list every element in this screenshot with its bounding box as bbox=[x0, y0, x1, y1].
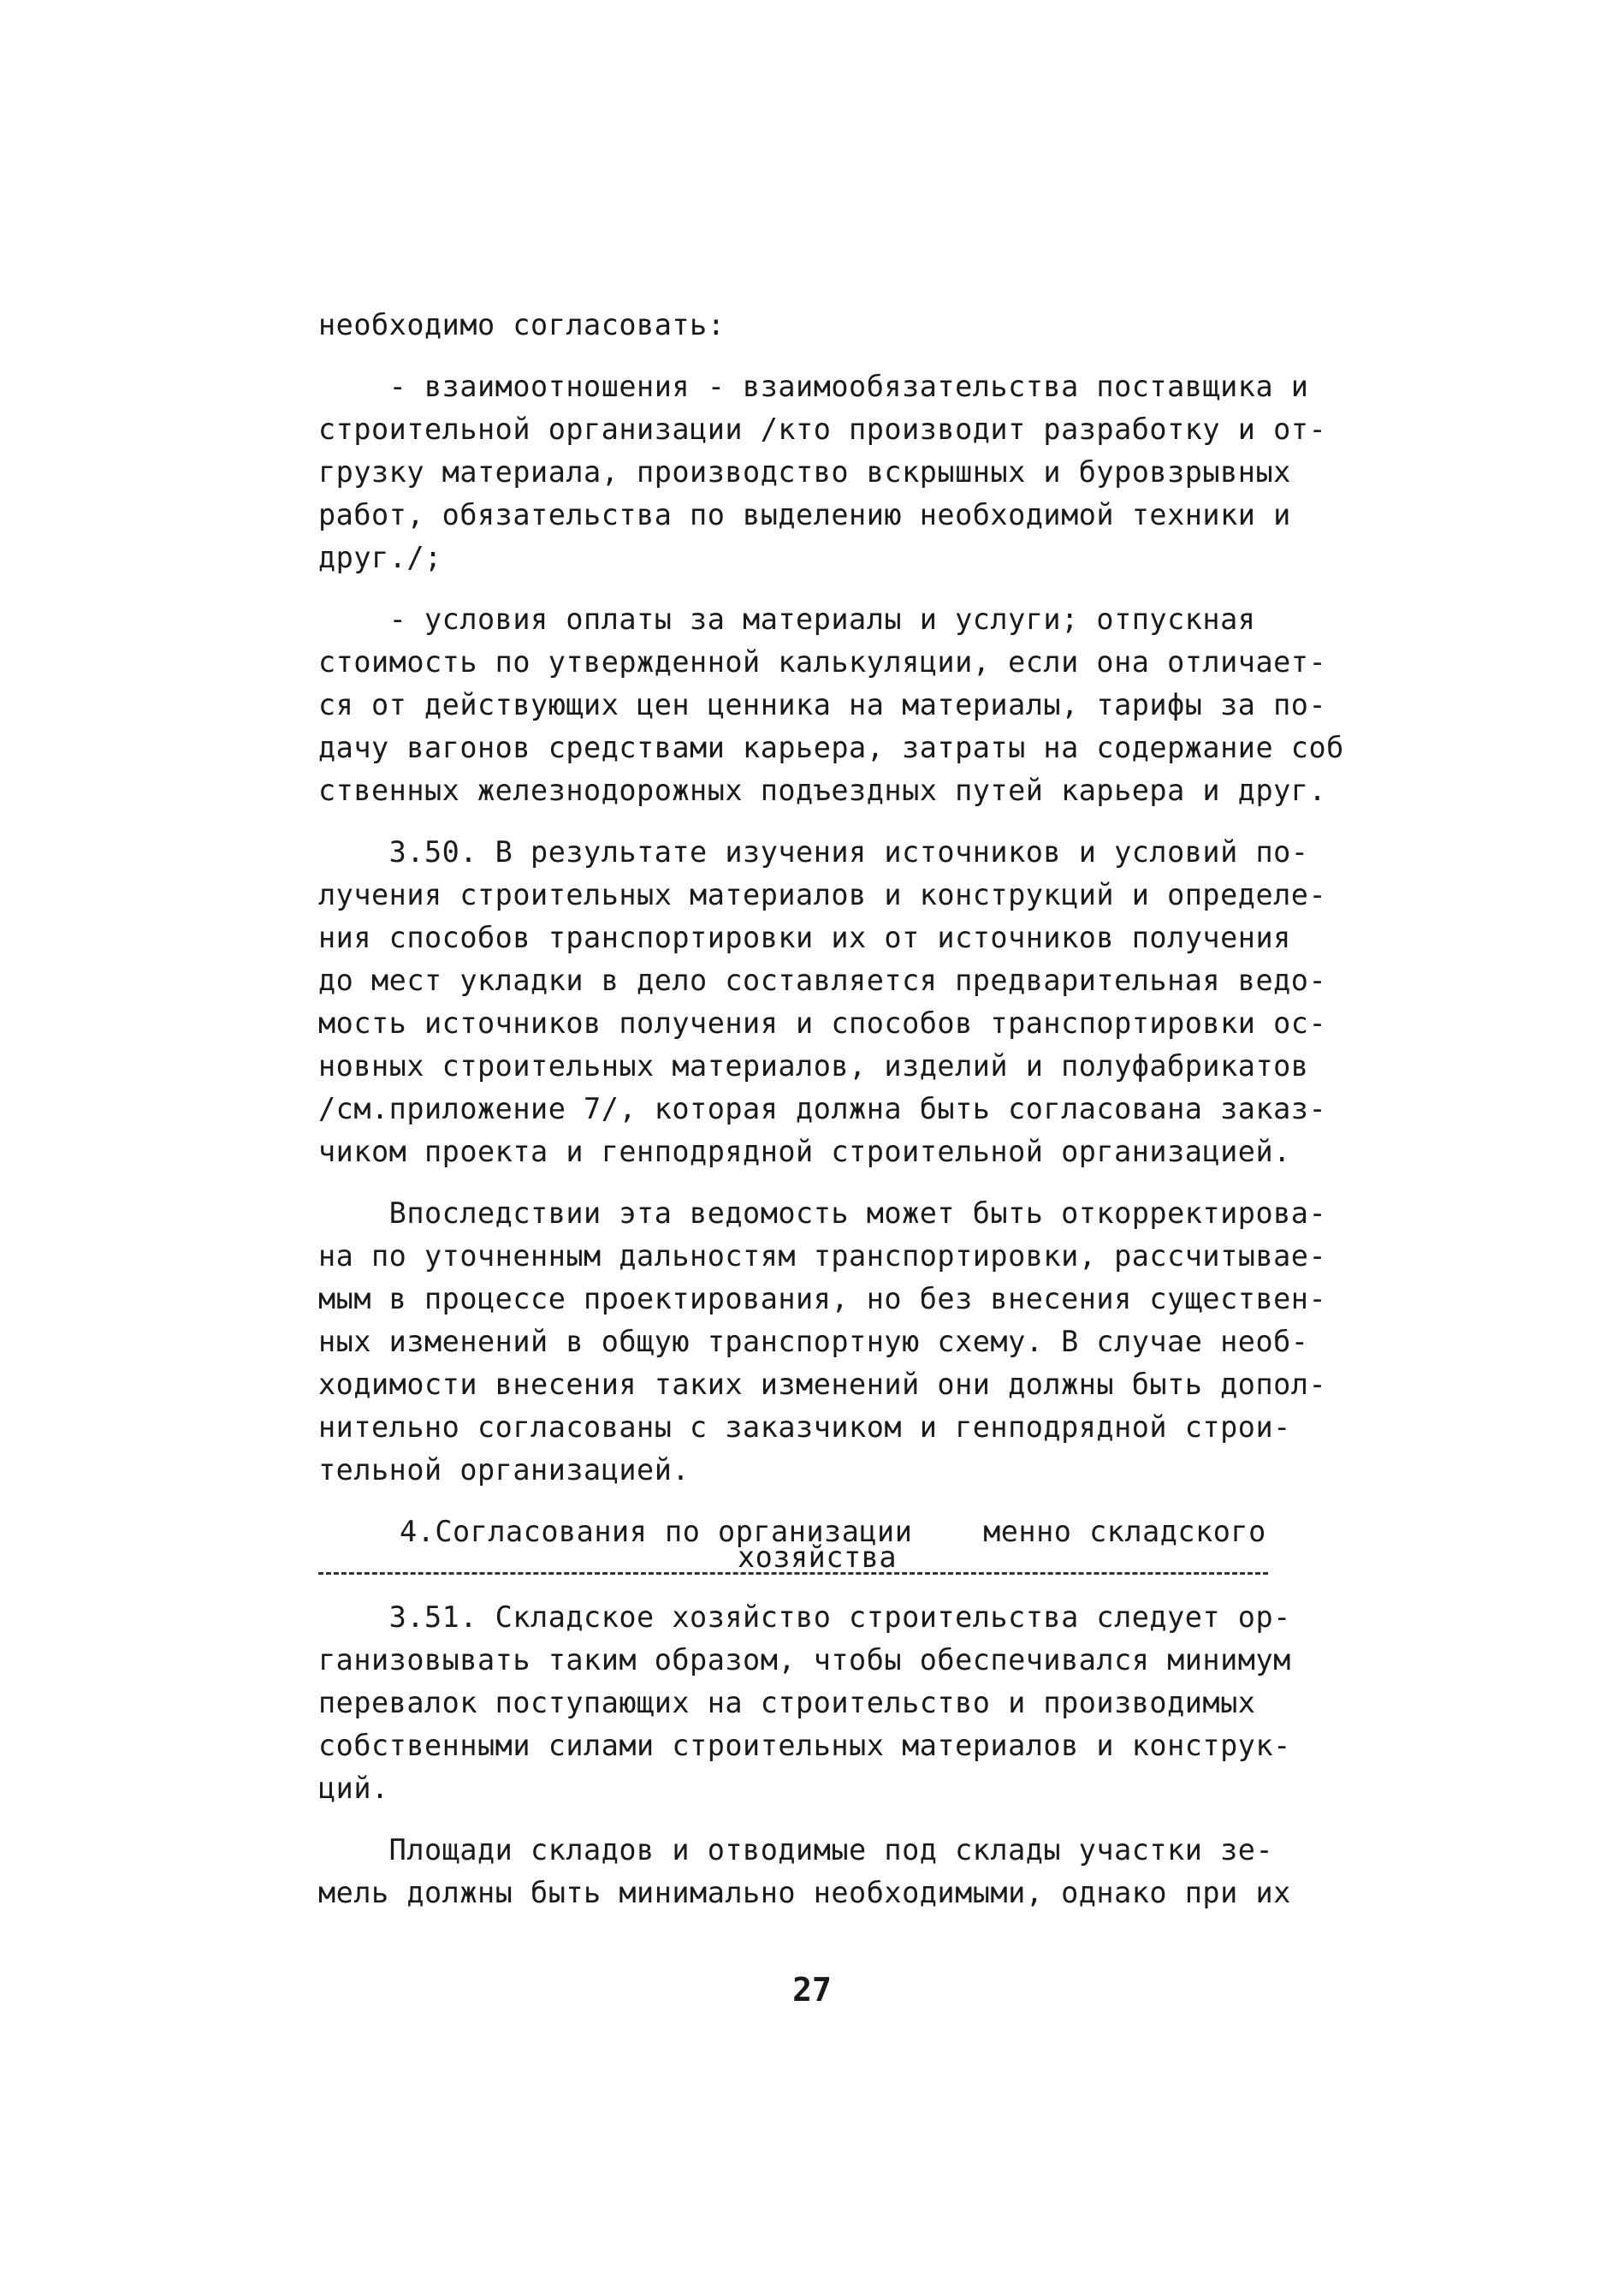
text-line: 3.50. В результате изучения источников и условий по- bbox=[318, 835, 1309, 869]
text-line: - взаимоотношения - взаимообязательства поставщика и bbox=[318, 370, 1309, 403]
text-line: на по уточненным дальностям транспортировки, рассчитывае- bbox=[318, 1239, 1327, 1273]
text-line: мель должны быть минимально необходимыми, однако при их bbox=[318, 1876, 1291, 1909]
text-line: до мест укладки в дело составляется предварительная ведо- bbox=[318, 964, 1327, 997]
text-line: необходимо согласовать: bbox=[318, 308, 726, 341]
text-line: новных строительных материалов, изделий и полуфабрикатов bbox=[318, 1049, 1309, 1083]
text-line: лучения строительных материалов и конструкций и определе- bbox=[318, 878, 1327, 911]
text-line: грузку материала, производство вскрышных и буровзрывных bbox=[318, 455, 1291, 489]
paragraph-gap bbox=[318, 812, 1345, 831]
section-heading-line2: хозяйства bbox=[738, 1540, 898, 1574]
section-heading bbox=[318, 1511, 1345, 1574]
text-line: ций. bbox=[318, 1772, 389, 1805]
text-line: стоимость по утвержденной калькуляции, если она отличает- bbox=[318, 645, 1327, 679]
text-line: - условия оплаты за материалы и услуги; отпускная bbox=[318, 602, 1256, 636]
body-text bbox=[318, 304, 1345, 1914]
text-line: ных изменений в общую транспортную схему. В случае необ- bbox=[318, 1325, 1309, 1358]
text-line: работ, обязательства по выделению необходимой техники и bbox=[318, 498, 1291, 531]
text-line: 3.51. Складское хозяйство строительства следует ор- bbox=[318, 1600, 1291, 1634]
text-line: ганизовывать таким образом, чтобы обеспечивался минимум bbox=[318, 1643, 1291, 1677]
text-line: ственных железнодорожных подъездных путей карьера и друг. bbox=[318, 774, 1327, 807]
text-line: друг./; bbox=[318, 541, 442, 574]
page-number: 27 bbox=[792, 1971, 832, 2009]
section-heading-line1: 4.Согласования по организации менно складского bbox=[400, 1515, 1266, 1548]
paragraph-gap bbox=[318, 347, 1345, 365]
paragraph-gap bbox=[318, 1810, 1345, 1829]
text-line: нительно согласованы с заказчиком и генподрядной строи- bbox=[318, 1410, 1291, 1444]
paragraph-gap bbox=[318, 1173, 1345, 1192]
text-line: ния способов транспортировки их от источников получения bbox=[318, 921, 1291, 954]
text-line: мым в процессе проектирования, но без внесения существен- bbox=[318, 1282, 1327, 1315]
heading-underline bbox=[318, 1572, 1268, 1575]
paragraph-gap bbox=[318, 579, 1345, 598]
text-line: мость источников получения и способов транспортировки ос- bbox=[318, 1006, 1327, 1040]
text-line: чиком проекта и генподрядной строительной организацией. bbox=[318, 1135, 1291, 1168]
text-line: Площади складов и отводимые под склады участки зе- bbox=[318, 1833, 1274, 1867]
text-line: перевалок поступающих на строительство и производимых bbox=[318, 1686, 1256, 1719]
text-line: Впоследствии эта ведомость может быть откорректирова- bbox=[318, 1196, 1327, 1230]
text-line: тельной организацией. bbox=[318, 1453, 690, 1487]
paragraph-gap bbox=[318, 1492, 1345, 1511]
text-line: дачу вагонов средствами карьера, затраты на содержание соб bbox=[318, 731, 1344, 764]
text-line: ходимости внесения таких изменений они должны быть допол- bbox=[318, 1368, 1327, 1401]
text-line: /см.приложение 7/, которая должна быть согласована заказ- bbox=[318, 1092, 1327, 1125]
text-line: строительной организации /кто производит разработку и от- bbox=[318, 412, 1327, 446]
text-line: собственными силами строительных материалов и конструк- bbox=[318, 1729, 1291, 1762]
text-line: ся от действующих цен ценника на материалы, тарифы за по- bbox=[318, 688, 1327, 721]
